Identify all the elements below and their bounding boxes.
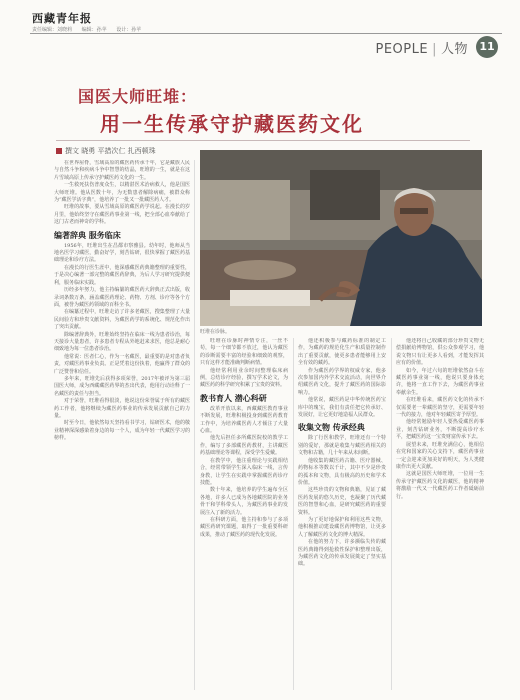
meta-editor-2: 编辑：孙苹	[81, 27, 107, 33]
article-paragraph: 改革开放以来，西藏藏医教育事业不断发展，旺堆积极投身到藏医药教育工作中，为培养藏医药人才倾注了大量心血。	[200, 405, 288, 435]
article-paragraph: 除了行医和教学，旺堆还有一个特别的爱好，那就是收集与藏医药相关的文物和古籍，几十年来从未间断。	[298, 435, 386, 457]
article-paragraph: 在漫长的行医生涯中，他深感藏医药典籍整理的重要性，于是决心编著一部完整的藏医药辞典，为后人学习研究提供便利，服务临床实践。	[54, 264, 190, 286]
article-paragraph: 在教学中，他注重理论与实践相结合，经常带领学生深入临床一线，言传身教，让学生在实践中掌握藏医药诊疗技能。	[200, 457, 288, 486]
page-number-badge: 11	[476, 36, 498, 58]
headline-line1: 国医大师旺堆：	[78, 87, 198, 106]
section-separator: |	[432, 42, 437, 57]
column-divider	[391, 338, 392, 690]
column-divider	[194, 160, 195, 690]
article-paragraph: 他经常利用业余时间整理临床病例，总结诊疗经验，撰写学术论文，为藏医药的科学研究积累了宝贵的资料。	[200, 367, 288, 389]
meta-editor: 责任编辑：刘晓莉	[32, 27, 73, 33]
headline-line2: 用一生传承守护藏医药文化	[100, 112, 364, 136]
article-paragraph: 一生救死扶伤普度众生，以精湛医术治病救人，他是国医大师旺堆。他从医数十年，为无数患者解除病痛，被群众称为“藏医学活字典”，他培养了一批又一批藏医药人才。	[54, 182, 190, 204]
article-paragraph: 作为藏医药学界的权威专家，他多次参加国内外学术交流活动，向世界介绍藏医药文化，提升了藏医药的国际影响力。	[298, 367, 386, 396]
article-paragraph: 这些珍贵的文物和典籍，见证了藏医药发展的悠久历史，也凝聚了历代藏医的智慧和心血，是研究藏医药的重要资料。	[298, 487, 386, 516]
article-paragraph: 1956年，旺堆出生在昌都市察雅县。幼年时，他师从当地名医学习藏医，勤奋好学，刻苦钻研，很快掌握了藏医药基础理论和诊疗方法。	[54, 242, 190, 264]
section-subheading: 收集文物 传承经典	[298, 422, 365, 433]
article-paragraph: 为了更好地保护和利用这些文物，他积极推动建设藏医药博物馆，让更多人了解藏医药文化的博大精深。	[298, 516, 386, 538]
article-paragraph: 旺堆的故事，要从雪域高原的藏医药学说起。在漫长的岁月里，他始终坚守在藏医药事业第一线，把全部心血奉献给了这门古老而神奇的学科。	[54, 204, 190, 226]
section-subheading: 编著辞典 服务临床	[54, 229, 121, 240]
photo-caption: 旺堆在诊脉。	[200, 329, 231, 335]
article-column-2	[200, 338, 288, 690]
section-label	[376, 38, 469, 57]
article-paragraph: 展望未来，旺堆充满信心，他相信在党和国家的关心支持下，藏医药事业一定会迎来更加美好的明天，为人类健康作出更大贡献。	[396, 441, 484, 470]
feature-photo	[200, 150, 482, 326]
section-en: PEOPLE	[375, 42, 429, 57]
masthead	[0, 0, 520, 34]
masthead-rule	[30, 33, 502, 34]
article-paragraph: 时至今日，他依然每天坚持看书学习，钻研医术，他的敬业精神深深感染着身边的每一个人，成为年轻一代藏医学习的榜样。	[54, 420, 190, 442]
byline-text: 撰文 晓勇 平措次仁 扎西顿珠	[65, 147, 156, 155]
article-column-4	[396, 338, 484, 690]
article-paragraph: 在旺堆看来，藏医药文化的传承不仅需要老一辈藏医的坚守，更需要年轻一代的接力，他对年轻藏医寄予厚望。	[396, 397, 484, 419]
article-paragraph: 历经多年努力，他主持编纂的藏医药大辞典正式出版，收录词条数万条，涵盖藏医药理论、药物、方剂、诊疗等各个方面，被誉为藏医药领域的百科全书。	[54, 287, 190, 308]
column-divider	[293, 338, 294, 690]
section-cn: 人物	[440, 42, 468, 57]
article-column-1	[54, 160, 190, 690]
article-paragraph: 旺堆在诊脉时神情专注，一丝不苟，每一个细节都不放过，他认为藏医的诊断需要丰富的经验和细致的观察，只有这样才能准确判断病情。	[200, 338, 288, 367]
article-paragraph: 在他的努力下，许多濒临失传的藏医药典籍得到抢救性保护和整理出版，为藏医药文化的传承发展奠定了坚实基础。	[298, 539, 386, 568]
article-paragraph: 这就是国医大师旺堆，一位用一生传承守护藏医药文化的藏医，他的精神将激励一代又一代藏医药工作者砥砺前行。	[396, 471, 484, 500]
article-paragraph: 如今，年过六旬的旺堆依然奋斗在藏医药事业第一线，他说只要身体允许，他将一直工作下去，为藏医药事业奉献余生。	[396, 367, 484, 396]
article-paragraph: 在科研方面，他主持和参与了多项藏医药研究课题，取得了一批重要科研成果，推动了藏医药的现代化发展。	[200, 516, 288, 538]
byline	[56, 146, 156, 156]
article-paragraph: 他还将自己收藏的部分珍贵文物无偿捐献给博物馆，供公众参观学习，他说文物只有让更多人看到，才能发挥其应有的价值。	[396, 338, 484, 367]
article-paragraph: 他常说：医者仁心，作为一名藏医，最重要的是对患者负责，对藏医药事业负责。正是凭着这份执着，他赢得了群众的广泛赞誉和信任。	[54, 353, 190, 375]
article-column-3	[298, 338, 386, 690]
article-paragraph: 在编纂过程中，旺堆走访了许多老藏医，搜集整理了大量民间验方和珍贵文献资料，为藏医药学的系统化、规范化作出了突出贡献。	[54, 309, 190, 331]
article-paragraph: 他先后担任多所藏医院校的教学工作，编写了多部藏医药教材，主讲藏医药基础理论等课程，深受学生爱戴。	[200, 435, 288, 457]
article-paragraph: 对于荣誉，旺堆看得很淡，他说这份荣誉属于所有的藏医药工作者，他将继续为藏医药事业的传承发展贡献自己的力量。	[54, 398, 190, 419]
photo-illustration	[200, 150, 482, 326]
article-paragraph: 多年来，旺堆先后获得多项荣誉，2017年被评为第三届国医大师，成为西藏藏医药界的杰出代表，他用行动诠释了一名藏医的责任与担当。	[54, 375, 190, 397]
article-paragraph: 除编著辞典外，旺堆始终坚持在临床一线为患者诊治，每天接诊大量患者，许多患者专程从外地赶来求医，他总是耐心细致地为每一位患者诊治。	[54, 331, 190, 353]
article-paragraph: 他收集的藏医药古籍、医疗器械、药物标本等数以千计，其中不少是珍贵的孤本和文物，具有极高的历史和学术价值。	[298, 457, 386, 486]
article-paragraph: 他还积极参与藏药标准的制定工作，为藏药的规范化生产和质量控制作出了重要贡献，使更多患者能够用上安全有效的藏药。	[298, 338, 386, 367]
section-subheading: 教书育人 潜心科研	[200, 392, 267, 403]
newspaper-logo: 西藏青年报	[32, 12, 92, 25]
article-paragraph: 数十年来，他培养的学生遍布全区各地，许多人已成为各地藏医院的业务骨干和学科带头人，为藏医药事业的发展注入了新的活力。	[200, 487, 288, 516]
masthead-meta	[32, 26, 149, 33]
article-paragraph: 他常说，藏医药是中华传统医药宝库中的瑰宝，我们有责任把它传承好、发展好，让它更好地造福人民群众。	[298, 397, 386, 419]
article-paragraph: 在世界屋脊，雪域高原的藏医药传承千年，它是藏族人民与自然斗争和疾病斗争中智慧的结晶，旺堆的一生，就是在这片雪域高原上传承守护藏医药文化的一生。	[54, 160, 190, 181]
article-paragraph: 他经常勉励年轻人要热爱藏医药事业，刻苦钻研业务，不断提高诊疗水平，把藏医药这一宝贵财富传承下去。	[396, 419, 484, 441]
byline-square-icon	[56, 148, 62, 154]
headline-rule	[56, 140, 470, 141]
meta-design: 设计：孙苹	[116, 27, 142, 33]
